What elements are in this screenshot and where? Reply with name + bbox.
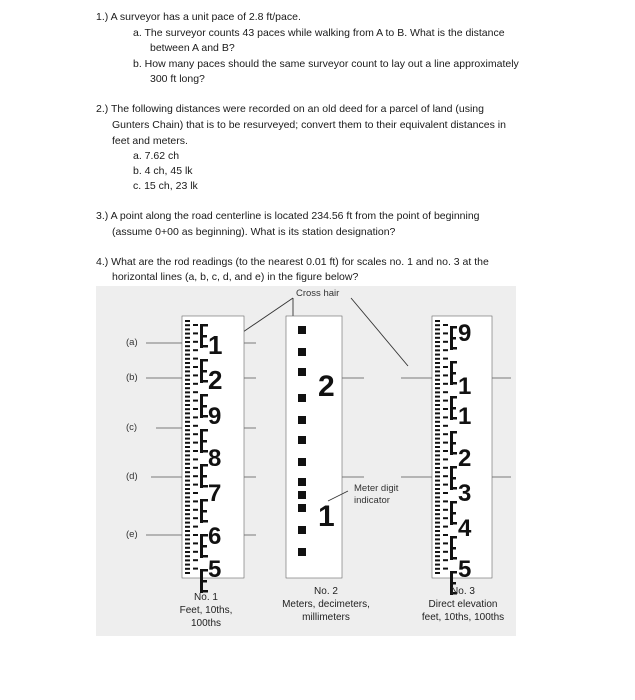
q4-text-line2: horizontal lines (a, b, c, d, and e) in the figure below? [112, 271, 359, 283]
rod3-digit-4: 3 [458, 480, 472, 507]
rod1-digit-3: 8 [208, 445, 222, 472]
q1-text: 1.) A surveyor has a unit pace of 2.8 ft/pace. [96, 11, 301, 23]
rod3-digit-5: 4 [458, 515, 472, 542]
rod-2 [286, 316, 342, 578]
rod3-digit-0: 9 [458, 320, 472, 347]
rod1-digit-0: 1 [208, 330, 223, 360]
q2-part-c: c. 15 ch, 23 lk [133, 180, 198, 192]
rod2-caption-line3: millimeters [302, 612, 350, 623]
rod3-caption-line2: Direct elevation [428, 599, 498, 610]
crosshair-label: Cross hair [296, 288, 340, 299]
rod-readings-figure [96, 286, 516, 636]
q1-part-a-line2: between A and B? [150, 42, 235, 54]
q2-text-line2: Gunters Chain) that is to be resurveyed; convert them to their equivalent distances in [112, 119, 506, 131]
rod3-digit-1: 1 [458, 373, 472, 400]
line-label-a: (a) [126, 337, 138, 348]
rod3-digit-6: 5 [458, 556, 472, 583]
q3-text-line2: (assume 0+00 as beginning). What is its station designation? [112, 226, 396, 238]
q1-part-b-line2: 300 ft long? [150, 73, 205, 85]
rod1-digit-1: 2 [208, 365, 223, 395]
rod3-caption [408, 585, 518, 624]
line-label-c: (c) [126, 422, 138, 433]
rod2-caption-line1: No. 2 [314, 586, 338, 597]
q3-text-line1: 3.) A point along the road centerline is located 234.56 ft from the point of beginning [96, 210, 480, 222]
rod1-caption [156, 591, 256, 630]
rod1-digit-6: 5 [208, 556, 222, 583]
q4-text-line1: 4.) What are the rod readings (to the nearest 0.01 ft) for scales no. 1 and no. 3 at the [96, 256, 489, 268]
rod2-caption-line2: Meters, decimeters, [282, 599, 370, 610]
rod3-digit-2: 1 [458, 403, 472, 430]
rod1-digit-4: 7 [208, 480, 222, 507]
rod2-caption [266, 585, 386, 624]
rod1-digit-5: 6 [208, 523, 222, 550]
rod3-caption-line3: feet, 10ths, 100ths [421, 612, 505, 623]
rod1-digit-2: 9 [208, 403, 222, 430]
rod-diagram [96, 286, 516, 636]
q2-part-b: b. 4 ch, 45 lk [133, 165, 193, 177]
q2-text-line1: 2.) The following distances were recorded on an old deed for a parcel of land (using [96, 103, 484, 115]
rod1-caption-line1: No. 1 [194, 592, 218, 603]
q2-part-a: a. 7.62 ch [133, 150, 180, 162]
line-label-e: (e) [126, 529, 138, 540]
rod2-digit-0: 2 [318, 370, 335, 403]
rod3-digit-3: 2 [458, 445, 472, 472]
line-label-b: (b) [126, 372, 138, 383]
meter-digit-indicator-line1: Meter digit [354, 483, 399, 494]
rod3-caption-line1: No. 3 [451, 586, 475, 597]
line-label-d: (d) [126, 471, 138, 482]
q1-part-b-line1: b. How many paces should the same surveyor count to lay out a line approximately [133, 58, 519, 70]
rod2-digit-1: 1 [318, 500, 335, 533]
rod1-caption-line2: Feet, 10ths, [179, 605, 233, 616]
q1-part-a-line1: a. The surveyor counts 43 paces while walking from A to B. What is the distance [133, 27, 505, 39]
rod1-caption-line3: 100ths [190, 618, 222, 629]
meter-digit-indicator-line2: indicator [354, 495, 390, 506]
q2-text-line3: feet and meters. [112, 135, 188, 147]
